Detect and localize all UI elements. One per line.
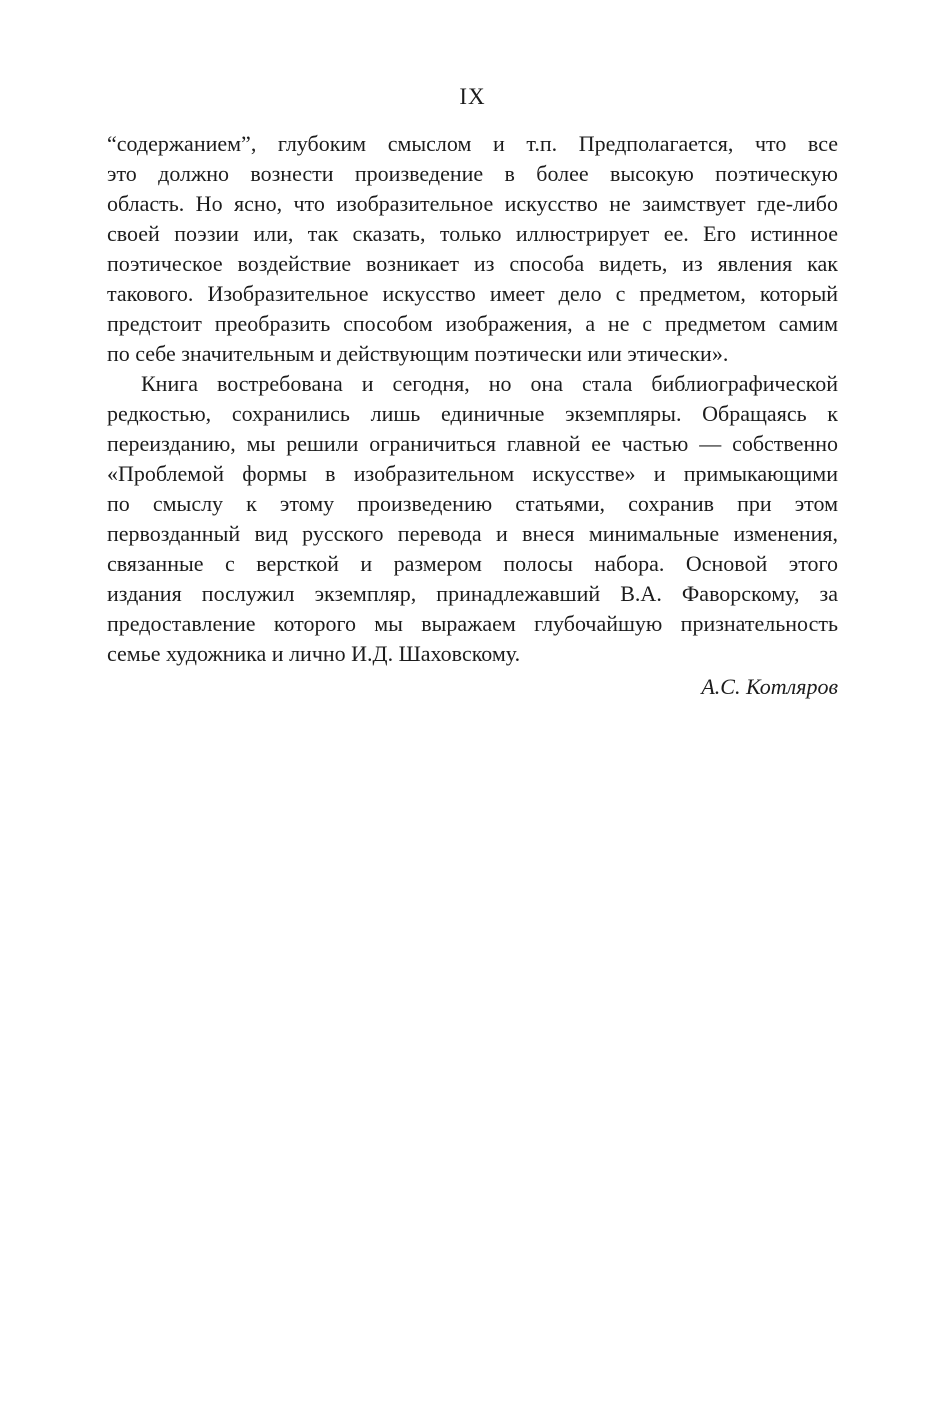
text-line: такового. Изобразительное искусство имеет дело с предметом, который [107,281,838,306]
body-text [107,129,838,669]
text-line: “содержанием”, глубоким смыслом и т.п. Предполагается, что все [107,131,838,156]
text-line: поэтическое воздействие возникает из способа видеть, из явления как [107,251,838,276]
text-line: переизданию, мы решили ограничиться главной ее частью — собственно [107,431,838,456]
text-line: предоставление которого мы выражаем глубочайшую признательность [107,611,838,636]
text-line: по смыслу к этому произведению статьями, сохранив при этом [107,491,838,516]
text-line: Книга востребована и сегодня, но она стала библиографической [141,371,838,396]
text-line: «Проблемой формы в изобразительном искусстве» и примыкающими [107,461,838,486]
text-line: это должно вознести произведение в более высокую поэтическую [107,161,838,186]
signature-block [107,672,838,702]
text-line: своей поэзии или, так сказать, только иллюстрирует ее. Его истинное [107,221,838,246]
page-number: IX [459,84,486,109]
text-line: по себе значительным и действующим поэтически или этически». [107,341,729,366]
paragraph [107,369,838,669]
text-line: первозданный вид русского перевода и внеся минимальные изменения, [107,521,838,546]
text-line: предстоит преобразить способом изображения, а не с предметом самим [107,311,838,336]
author-signature: А.С. Котляров [701,674,838,699]
text-line: издания послужил экземпляр, принадлежавший В.А. Фаворскому, за [107,581,838,606]
text-line: редкостью, сохранились лишь единичные экземпляры. Обращаясь к [107,401,838,426]
text-line: область. Но ясно, что изобразительное искусство не заимствует где-либо [107,191,838,216]
text-line: семье художника и лично И.Д. Шаховскому. [107,641,521,666]
paragraph [107,129,838,369]
text-line: связанные с версткой и размером полосы набора. Основой этого [107,551,838,576]
